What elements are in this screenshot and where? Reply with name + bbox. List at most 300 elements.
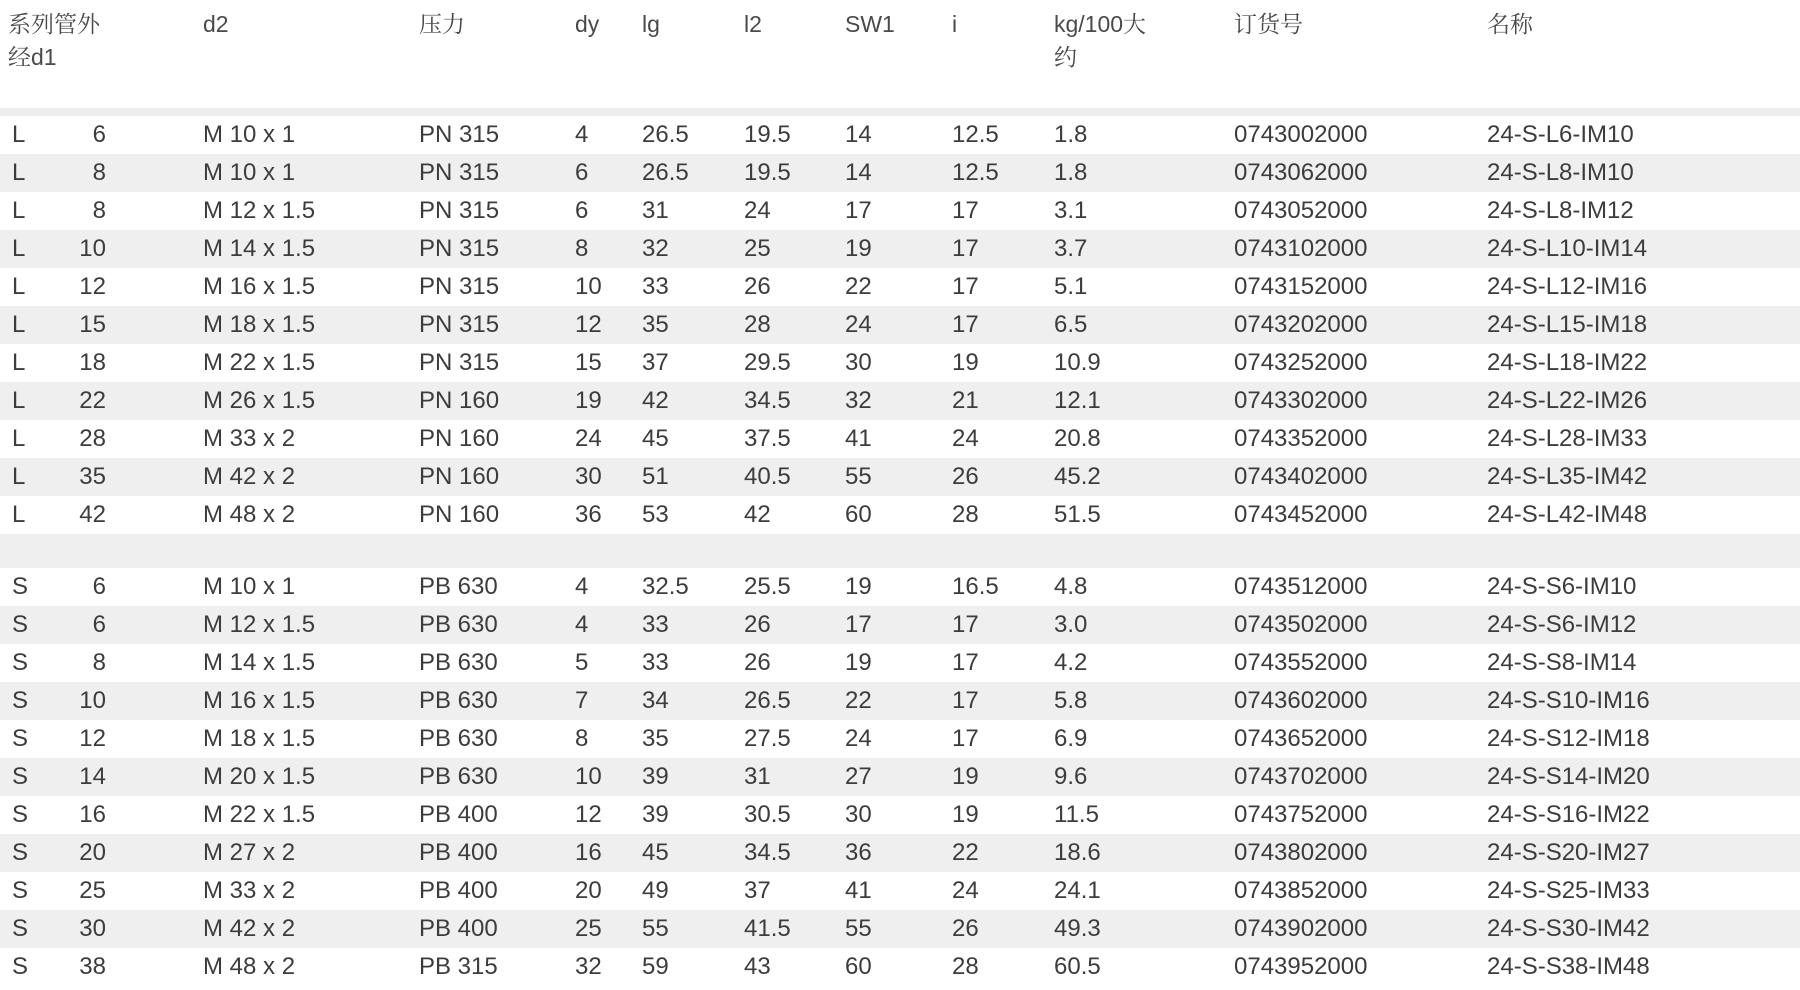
header-divider (0, 108, 1800, 116)
cell-dy: 32 (575, 953, 602, 980)
cell-pressure: PB 400 (419, 915, 498, 942)
cell-lg: 33 (642, 649, 669, 676)
table-row (0, 382, 1800, 420)
cell-l2: 31 (744, 763, 771, 790)
cell-order-number: 0743502000 (1234, 611, 1368, 638)
cell-order-number: 0743102000 (1234, 235, 1368, 262)
cell-name: 24-S-L8-IM12 (1487, 197, 1634, 224)
cell-sw1: 24 (845, 311, 872, 338)
cell-series: S (12, 725, 29, 752)
cell-l2: 25 (744, 235, 771, 262)
cell-series: L (12, 387, 26, 414)
cell-od: 35 (79, 463, 106, 490)
cell-dy: 25 (575, 915, 602, 942)
group-separator (0, 534, 1800, 568)
cell-order-number: 0743152000 (1234, 273, 1368, 300)
cell-series: S (12, 763, 29, 790)
cell-sw1: 55 (845, 915, 872, 942)
table-row (0, 116, 1800, 154)
cell-name: 24-S-L8-IM10 (1487, 159, 1634, 186)
cell-weight: 51.5 (1054, 501, 1101, 528)
cell-d2: M 22 x 1.5 (203, 801, 316, 828)
cell-weight: 60.5 (1054, 953, 1101, 980)
cell-d2: M 48 x 2 (203, 501, 296, 528)
cell-lg: 35 (642, 311, 669, 338)
cell-lg: 55 (642, 915, 669, 942)
cell-i: 17 (952, 197, 979, 224)
cell-weight: 1.8 (1054, 159, 1088, 186)
cell-od: 6 (92, 573, 106, 600)
cell-weight: 24.1 (1054, 877, 1101, 904)
cell-weight: 5.8 (1054, 687, 1088, 714)
cell-l2: 37 (744, 877, 771, 904)
cell-i: 28 (952, 501, 979, 528)
cell-order-number: 0743052000 (1234, 197, 1368, 224)
cell-pressure: PN 315 (419, 311, 500, 338)
cell-d2: M 27 x 2 (203, 839, 296, 866)
cell-series: L (12, 463, 26, 490)
header-sw1: SW1 (845, 11, 895, 37)
cell-weight: 6.5 (1054, 311, 1088, 338)
cell-i: 21 (952, 387, 979, 414)
cell-l2: 25.5 (744, 573, 791, 600)
cell-i: 26 (952, 463, 979, 490)
cell-pressure: PB 400 (419, 839, 498, 866)
cell-pressure: PB 630 (419, 611, 498, 638)
cell-weight: 4.2 (1054, 649, 1088, 676)
cell-name: 24-S-L15-IM18 (1487, 311, 1648, 338)
cell-sw1: 14 (845, 121, 872, 148)
cell-i: 17 (952, 311, 979, 338)
cell-lg: 32.5 (642, 573, 689, 600)
cell-od: 18 (79, 349, 106, 376)
cell-d2: M 16 x 1.5 (203, 687, 316, 714)
table-row (0, 496, 1800, 534)
cell-sw1: 55 (845, 463, 872, 490)
cell-d2: M 42 x 2 (203, 915, 296, 942)
cell-name: 24-S-L10-IM14 (1487, 235, 1648, 262)
cell-series: L (12, 121, 26, 148)
cell-lg: 37 (642, 349, 669, 376)
cell-i: 17 (952, 649, 979, 676)
cell-d2: M 26 x 1.5 (203, 387, 316, 414)
cell-d2: M 14 x 1.5 (203, 235, 316, 262)
cell-od: 6 (92, 121, 106, 148)
table-row (0, 758, 1800, 796)
table-row (0, 796, 1800, 834)
cell-sw1: 19 (845, 235, 872, 262)
cell-name: 24-S-S38-IM48 (1487, 953, 1650, 980)
cell-l2: 27.5 (744, 725, 791, 752)
cell-i: 28 (952, 953, 979, 980)
header-l2: l2 (744, 11, 762, 37)
cell-order-number: 0743952000 (1234, 953, 1368, 980)
cell-l2: 34.5 (744, 839, 791, 866)
cell-l2: 26 (744, 649, 771, 676)
cell-series: S (12, 877, 29, 904)
cell-series: S (12, 687, 29, 714)
cell-i: 19 (952, 349, 979, 376)
cell-lg: 33 (642, 273, 669, 300)
cell-l2: 29.5 (744, 349, 791, 376)
cell-order-number: 0743552000 (1234, 649, 1368, 676)
cell-pressure: PB 400 (419, 801, 498, 828)
cell-weight: 18.6 (1054, 839, 1101, 866)
cell-lg: 53 (642, 501, 669, 528)
cell-sw1: 36 (845, 839, 872, 866)
header-order-number: 订货号 (1234, 11, 1303, 37)
cell-weight: 5.1 (1054, 273, 1088, 300)
cell-od: 8 (92, 197, 106, 224)
cell-pressure: PN 315 (419, 121, 500, 148)
cell-od: 30 (79, 915, 106, 942)
cell-series: S (12, 573, 29, 600)
cell-od: 8 (92, 159, 106, 186)
cell-dy: 5 (575, 649, 589, 676)
cell-sw1: 19 (845, 573, 872, 600)
cell-pressure: PN 160 (419, 387, 500, 414)
cell-l2: 41.5 (744, 915, 791, 942)
cell-d2: M 10 x 1 (203, 159, 296, 186)
cell-order-number: 0743702000 (1234, 763, 1368, 790)
cell-pressure: PN 315 (419, 159, 500, 186)
cell-order-number: 0743302000 (1234, 387, 1368, 414)
table-row (0, 720, 1800, 758)
cell-dy: 30 (575, 463, 602, 490)
cell-sw1: 30 (845, 801, 872, 828)
cell-d2: M 20 x 1.5 (203, 763, 316, 790)
cell-sw1: 41 (845, 425, 872, 452)
cell-od: 42 (79, 501, 106, 528)
cell-order-number: 0743652000 (1234, 725, 1368, 752)
cell-pressure: PN 160 (419, 463, 500, 490)
cell-name: 24-S-S16-IM22 (1487, 801, 1650, 828)
cell-lg: 26.5 (642, 121, 689, 148)
cell-sw1: 60 (845, 953, 872, 980)
cell-order-number: 0743902000 (1234, 915, 1368, 942)
cell-name: 24-S-S20-IM27 (1487, 839, 1650, 866)
cell-od: 8 (92, 649, 106, 676)
cell-weight: 3.7 (1054, 235, 1088, 262)
cell-pressure: PB 315 (419, 953, 498, 980)
cell-pressure: PB 400 (419, 877, 498, 904)
cell-name: 24-S-S14-IM20 (1487, 763, 1650, 790)
cell-dy: 19 (575, 387, 602, 414)
table-row (0, 344, 1800, 382)
cell-d2: M 12 x 1.5 (203, 611, 316, 638)
cell-l2: 24 (744, 197, 771, 224)
header-name: 名称 (1487, 11, 1533, 37)
cell-pressure: PB 630 (419, 687, 498, 714)
table-row (0, 420, 1800, 458)
table-row (0, 682, 1800, 720)
cell-dy: 20 (575, 877, 602, 904)
cell-weight: 3.1 (1054, 197, 1088, 224)
cell-od: 10 (79, 235, 106, 262)
cell-series: L (12, 349, 26, 376)
cell-order-number: 0743452000 (1234, 501, 1368, 528)
cell-pressure: PN 315 (419, 349, 500, 376)
cell-pressure: PB 630 (419, 725, 498, 752)
cell-sw1: 17 (845, 197, 872, 224)
cell-series: S (12, 611, 29, 638)
cell-pressure: PN 315 (419, 197, 500, 224)
cell-series: S (12, 915, 29, 942)
cell-l2: 40.5 (744, 463, 791, 490)
cell-d2: M 12 x 1.5 (203, 197, 316, 224)
cell-l2: 42 (744, 501, 771, 528)
table-row (0, 568, 1800, 606)
cell-od: 20 (79, 839, 106, 866)
cell-order-number: 0743002000 (1234, 121, 1368, 148)
cell-order-number: 0743252000 (1234, 349, 1368, 376)
cell-l2: 19.5 (744, 159, 791, 186)
cell-name: 24-S-S12-IM18 (1487, 725, 1650, 752)
cell-name: 24-S-L6-IM10 (1487, 121, 1634, 148)
cell-series: S (12, 801, 29, 828)
header-dy: dy (575, 11, 600, 37)
cell-d2: M 18 x 1.5 (203, 725, 316, 752)
cell-pressure: PB 630 (419, 763, 498, 790)
cell-d2: M 48 x 2 (203, 953, 296, 980)
header-series-od: 系列管外经d1 (8, 11, 100, 70)
cell-d2: M 22 x 1.5 (203, 349, 316, 376)
cell-order-number: 0743402000 (1234, 463, 1368, 490)
cell-name: 24-S-L22-IM26 (1487, 387, 1648, 414)
table-row (0, 458, 1800, 496)
cell-lg: 39 (642, 763, 669, 790)
cell-weight: 20.8 (1054, 425, 1101, 452)
cell-series: L (12, 425, 26, 452)
cell-i: 12.5 (952, 159, 999, 186)
cell-od: 28 (79, 425, 106, 452)
cell-series: L (12, 273, 26, 300)
table-row (0, 230, 1800, 268)
cell-weight: 3.0 (1054, 611, 1088, 638)
cell-order-number: 0743752000 (1234, 801, 1368, 828)
cell-weight: 9.6 (1054, 763, 1088, 790)
cell-sw1: 27 (845, 763, 872, 790)
cell-pressure: PN 315 (419, 273, 500, 300)
header-d2: d2 (203, 11, 229, 37)
cell-lg: 35 (642, 725, 669, 752)
cell-od: 38 (79, 953, 106, 980)
cell-od: 10 (79, 687, 106, 714)
cell-dy: 6 (575, 197, 589, 224)
cell-od: 12 (79, 273, 106, 300)
cell-weight: 4.8 (1054, 573, 1088, 600)
header-lg: lg (642, 11, 660, 37)
cell-sw1: 41 (845, 877, 872, 904)
cell-l2: 37.5 (744, 425, 791, 452)
cell-name: 24-S-S8-IM14 (1487, 649, 1637, 676)
cell-lg: 42 (642, 387, 669, 414)
cell-lg: 26.5 (642, 159, 689, 186)
cell-sw1: 19 (845, 649, 872, 676)
cell-pressure: PN 315 (419, 235, 500, 262)
cell-l2: 19.5 (744, 121, 791, 148)
cell-series: L (12, 197, 26, 224)
cell-lg: 59 (642, 953, 669, 980)
cell-i: 24 (952, 877, 979, 904)
cell-name: 24-S-L35-IM42 (1487, 463, 1648, 490)
cell-od: 22 (79, 387, 106, 414)
cell-sw1: 32 (845, 387, 872, 414)
cell-sw1: 17 (845, 611, 872, 638)
cell-od: 12 (79, 725, 106, 752)
cell-sw1: 24 (845, 725, 872, 752)
cell-sw1: 30 (845, 349, 872, 376)
table-row (0, 834, 1800, 872)
cell-dy: 10 (575, 273, 602, 300)
cell-dy: 6 (575, 159, 589, 186)
cell-i: 17 (952, 687, 979, 714)
cell-dy: 7 (575, 687, 589, 714)
cell-series: S (12, 839, 29, 866)
cell-i: 17 (952, 235, 979, 262)
cell-series: L (12, 501, 26, 528)
cell-series: L (12, 235, 26, 262)
cell-lg: 34 (642, 687, 669, 714)
cell-d2: M 33 x 2 (203, 877, 296, 904)
cell-lg: 32 (642, 235, 669, 262)
cell-lg: 33 (642, 611, 669, 638)
cell-order-number: 0743352000 (1234, 425, 1368, 452)
cell-i: 16.5 (952, 573, 999, 600)
cell-d2: M 42 x 2 (203, 463, 296, 490)
cell-name: 24-S-S25-IM33 (1487, 877, 1650, 904)
cell-weight: 6.9 (1054, 725, 1088, 752)
cell-lg: 51 (642, 463, 669, 490)
cell-series: L (12, 159, 26, 186)
cell-order-number: 0743802000 (1234, 839, 1368, 866)
cell-od: 16 (79, 801, 106, 828)
header-pressure: 压力 (419, 11, 465, 37)
cell-name: 24-S-L42-IM48 (1487, 501, 1648, 528)
cell-l2: 28 (744, 311, 771, 338)
cell-i: 12.5 (952, 121, 999, 148)
cell-sw1: 60 (845, 501, 872, 528)
cell-sw1: 14 (845, 159, 872, 186)
cell-name: 24-S-L12-IM16 (1487, 273, 1648, 300)
cell-pressure: PB 630 (419, 649, 498, 676)
cell-name: 24-S-L28-IM33 (1487, 425, 1648, 452)
cell-d2: M 16 x 1.5 (203, 273, 316, 300)
cell-name: 24-S-S6-IM10 (1487, 573, 1637, 600)
cell-dy: 12 (575, 311, 602, 338)
cell-weight: 49.3 (1054, 915, 1101, 942)
cell-weight: 1.8 (1054, 121, 1088, 148)
cell-i: 26 (952, 915, 979, 942)
cell-dy: 16 (575, 839, 602, 866)
table-row (0, 948, 1800, 986)
cell-name: 24-S-L18-IM22 (1487, 349, 1648, 376)
cell-od: 6 (92, 611, 106, 638)
table-row (0, 192, 1800, 230)
cell-series: S (12, 953, 29, 980)
cell-dy: 12 (575, 801, 602, 828)
cell-l2: 26.5 (744, 687, 791, 714)
cell-order-number: 0743852000 (1234, 877, 1368, 904)
table-row (0, 910, 1800, 948)
cell-name: 24-S-S10-IM16 (1487, 687, 1650, 714)
cell-i: 22 (952, 839, 979, 866)
cell-i: 17 (952, 273, 979, 300)
cell-od: 25 (79, 877, 106, 904)
table-row (0, 268, 1800, 306)
cell-weight: 12.1 (1054, 387, 1101, 414)
cell-dy: 8 (575, 725, 589, 752)
cell-sw1: 22 (845, 273, 872, 300)
cell-lg: 45 (642, 425, 669, 452)
cell-dy: 4 (575, 611, 589, 638)
cell-order-number: 0743062000 (1234, 159, 1368, 186)
cell-d2: M 14 x 1.5 (203, 649, 316, 676)
cell-l2: 26 (744, 611, 771, 638)
cell-name: 24-S-S6-IM12 (1487, 611, 1637, 638)
table-header (0, 0, 1800, 108)
table-row (0, 154, 1800, 192)
cell-name: 24-S-S30-IM42 (1487, 915, 1650, 942)
cell-series: S (12, 649, 29, 676)
cell-i: 19 (952, 763, 979, 790)
cell-d2: M 10 x 1 (203, 573, 296, 600)
cell-dy: 36 (575, 501, 602, 528)
cell-l2: 30.5 (744, 801, 791, 828)
cell-weight: 11.5 (1054, 801, 1099, 828)
cell-order-number: 0743602000 (1234, 687, 1368, 714)
cell-order-number: 0743202000 (1234, 311, 1368, 338)
cell-d2: M 18 x 1.5 (203, 311, 316, 338)
cell-l2: 43 (744, 953, 771, 980)
cell-lg: 49 (642, 877, 669, 904)
cell-l2: 34.5 (744, 387, 791, 414)
table-row (0, 872, 1800, 910)
cell-lg: 39 (642, 801, 669, 828)
cell-od: 15 (79, 311, 106, 338)
cell-dy: 15 (575, 349, 602, 376)
cell-dy: 4 (575, 121, 589, 148)
cell-dy: 4 (575, 573, 589, 600)
table-row (0, 644, 1800, 682)
cell-i: 19 (952, 801, 979, 828)
cell-order-number: 0743512000 (1234, 573, 1368, 600)
header-i: i (952, 11, 958, 37)
cell-i: 24 (952, 425, 979, 452)
cell-l2: 26 (744, 273, 771, 300)
table-row (0, 606, 1800, 644)
cell-od: 14 (79, 763, 106, 790)
cell-pressure: PN 160 (419, 425, 500, 452)
cell-sw1: 22 (845, 687, 872, 714)
cell-series: L (12, 311, 26, 338)
cell-dy: 8 (575, 235, 589, 262)
cell-d2: M 33 x 2 (203, 425, 296, 452)
cell-lg: 45 (642, 839, 669, 866)
cell-weight: 10.9 (1054, 349, 1101, 376)
cell-pressure: PN 160 (419, 501, 500, 528)
cell-d2: M 10 x 1 (203, 121, 296, 148)
cell-i: 17 (952, 611, 979, 638)
cell-weight: 45.2 (1054, 463, 1101, 490)
cell-dy: 24 (575, 425, 602, 452)
cell-pressure: PB 630 (419, 573, 498, 600)
cell-lg: 31 (642, 197, 669, 224)
header-weight: kg/100大约 (1054, 11, 1147, 70)
cell-i: 17 (952, 725, 979, 752)
table-row (0, 306, 1800, 344)
cell-dy: 10 (575, 763, 602, 790)
